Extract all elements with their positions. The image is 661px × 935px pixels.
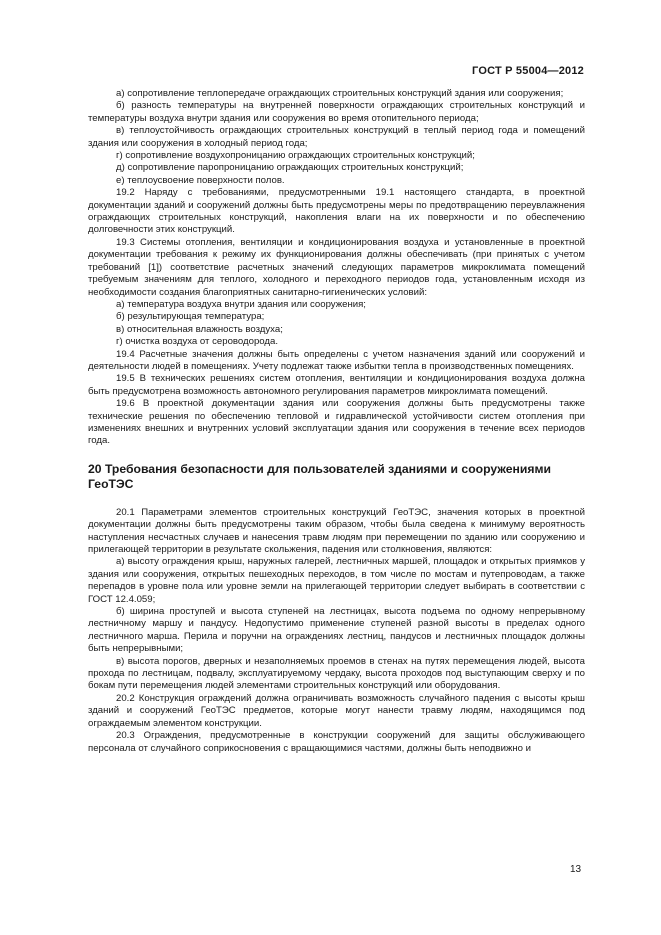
page-number: 13 (570, 864, 582, 875)
paragraph: 20.3 Ограждения, предусмотренные в конструкции сооружений для защиты обслуживающего персонала от случайного соприкосновения с вращающимися частями, должны быть неподвижно и (88, 730, 585, 754)
paragraph: в) относительная влажность воздуха; (116, 323, 283, 335)
paragraph: б) разность температуры на внутренней поверхности ограждающих строительных конструкций и температуры воздуха внутри здания или сооружения во время отопительного периода; (88, 100, 585, 124)
paragraph: 20.2 Конструкция ограждений должна ограничивать возможность случайного падения с высоты крыш зданий и сооружений ГеоТЭС предметов, которые могут нанести травму людям, находящимся под ограждаемым элементом конструкции. (88, 692, 585, 729)
paragraph: в) высота порогов, дверных и незаполняемых проемов в стенах на путях перемещения людей, высота прохода по лестницам, подвалу, эксплуатируемому чердаку, высота проходов под выступающим сверху и по бокам пути перемещения людей элементами строительных конструкций или оборудования. (88, 655, 585, 692)
document-body (88, 88, 585, 755)
document-header: ГОСТ Р 55004—2012 (472, 65, 584, 77)
paragraph: а) сопротивление теплопередаче ограждающих строительных конструкций здания или сооружения; (116, 88, 564, 99)
paragraph: б) ширина проступей и высота ступеней на лестницах, высота подъема по одному непрерывному лестничному маршу и пандусу. Недопустимо применение ступеней разной высоты в пределах одного лестничного марша. Перила и поручни на ограждениях лестниц, пандусов и лестничных площадок должны быть непрерывными; (88, 606, 585, 655)
paragraph: 19.2 Наряду с требованиями, предусмотренными 19.1 настоящего стандарта, в проектной документации зданий и сооружений должны быть предусмотрены меры по предотвращению переувлажнения ограждающих строительных конструкций, накопления влаги на их поверхности и по обеспечению долговечности этих конструкций. (88, 187, 585, 236)
paragraph: 19.5 В технических решениях систем отопления, вентиляции и кондиционирования воздуха должна быть предусмотрена возможность автономного регулирования параметров микроклимата помещений. (88, 373, 585, 397)
paragraph: д) сопротивление паропроницанию ограждающих строительных конструкций; (116, 162, 464, 174)
section-title: 20 Требования безопасности для пользователей зданиями и сооружениями ГеоТЭС (88, 461, 552, 491)
paragraph: а) температура воздуха внутри здания или сооружения; (116, 298, 366, 310)
paragraph: а) высоту ограждения крыш, наружных галерей, лестничных маршей, площадок и открытых приямков у здания или сооружения, открытых пешеходных переходов, в том числе по мостам и путепроводам, а также перепадов в уровне пола или уровне земли на прилегающей территории следует выбирать в соответствии с ГОСТ 12.4.059; (88, 556, 585, 605)
paragraph: 19.4 Расчетные значения должны быть определены с учетом назначения зданий или сооружений и деятельности людей в помещениях. Учету подлежат также избытки тепла в производственных помещениях. (88, 348, 585, 372)
paragraph: г) сопротивление воздухопроницанию ограждающих строительных конструкций; (116, 150, 475, 162)
paragraph: 20.1 Параметрами элементов строительных конструкций ГеоТЭС, значения которых в проектной документации должны быть предусмотрены таким образом, чтобы была сведена к минимуму вероятность наступления несчастных случаев и нанесения травм людям при перемещении по зданию или сооружению и прилегающей территории в результате скольжения, падения или столкновения, являются: (88, 506, 585, 555)
paragraph: г) очистка воздуха от сероводорода. (116, 336, 279, 348)
paragraph: в) теплоустойчивость ограждающих строительных конструкций в теплый период года и помещений здания или сооружения в холодный период года; (88, 125, 585, 149)
paragraph: 19.6 В проектной документации здания или сооружения должны быть предусмотрены также технические решения по обеспечению тепловой и гидравлической устойчивости систем отопления при изменениях внешних и внутренних условий эксплуатации здания или сооружения в течение всех периодов года. (88, 398, 585, 447)
paragraph: е) теплоусвоение поверхности полов. (116, 174, 285, 186)
paragraph: б) результирующая температура; (116, 311, 265, 323)
paragraph: 19.3 Системы отопления, вентиляции и кондиционирования воздуха и установленные в проектной документации требования к режиму их функционирования должны обеспечивать (при принятых с учетом требований [1]) соответствие расчетных значений следующих параметров микроклимата помещений требуемым значениям для теплого, холодного и переходного периодов года, установленным исходя из необходимости создания благоприятных санитарно-гигиенических условий: (88, 236, 585, 298)
